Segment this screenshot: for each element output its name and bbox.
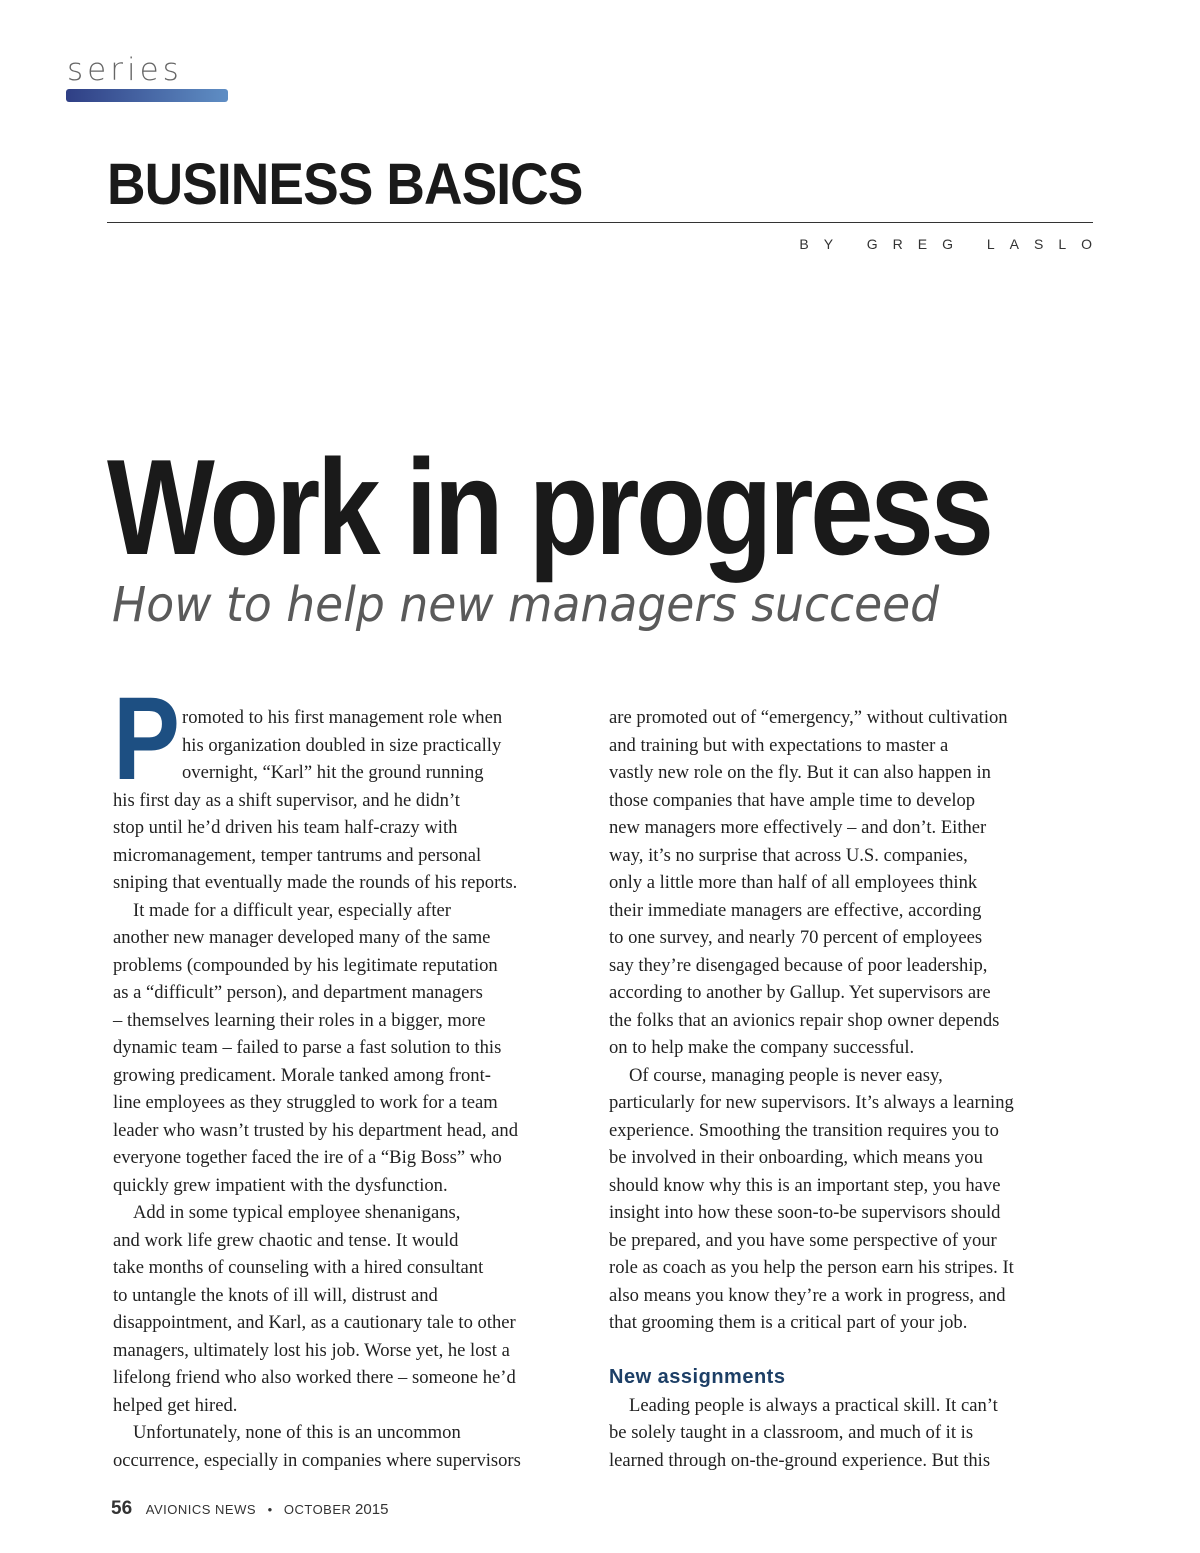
issue-year: 2015 bbox=[355, 1501, 389, 1518]
body-text-line: problems (compounded by his legitimate reputation bbox=[113, 954, 498, 976]
publication-name: AVIONICS NEWS bbox=[145, 1502, 257, 1517]
body-text-line: new managers more effectively – and don’t. Either bbox=[609, 817, 987, 838]
body-text-line: particularly for new supervisors. It’s always a learning bbox=[609, 1092, 1014, 1113]
title-rule bbox=[107, 222, 1093, 223]
body-text-line: quickly grew impatient with the dysfunction. bbox=[113, 1174, 448, 1196]
body-text-line: and work life grew chaotic and tense. It would bbox=[113, 1229, 459, 1251]
body-text-line: as a “difficult” person), and department managers bbox=[113, 982, 483, 1003]
body-text-line: romoted to his first management role when bbox=[182, 707, 503, 728]
paragraph-spacer bbox=[609, 1337, 1074, 1365]
left-column bbox=[113, 704, 583, 1474]
body-text-line: take months of counseling with a hired consultant bbox=[113, 1257, 484, 1278]
right-column bbox=[609, 704, 1074, 1474]
body-text-line: Add in some typical employee shenanigans, bbox=[133, 1202, 461, 1223]
section-title: BUSINESS BASICS bbox=[107, 152, 583, 217]
headline: Work in progress bbox=[107, 431, 991, 583]
page-number: 56 bbox=[111, 1498, 133, 1519]
drop-cap: P bbox=[113, 673, 180, 805]
body-text-line: should know why this is an important step, you have bbox=[609, 1174, 1001, 1196]
body-text-line: be solely taught in a classroom, and much of it is bbox=[609, 1422, 974, 1443]
body-text-line: way, it’s no surprise that across U.S. companies, bbox=[609, 844, 968, 866]
body-text-line: occurrence, especially in companies where supervisors bbox=[113, 1449, 521, 1471]
body-text-line: stop until he’d driven his team half-crazy with bbox=[113, 817, 458, 838]
issue-month: OCTOBER bbox=[283, 1502, 352, 1517]
body-text-line: everyone together faced the ire of a “Big Boss” who bbox=[113, 1147, 502, 1168]
body-text-line: experience. Smoothing the transition requires you to bbox=[609, 1119, 999, 1141]
deck: How to help new managers succeed bbox=[112, 577, 940, 633]
body-text-line: role as coach as you help the person earn his stripes. It bbox=[609, 1257, 1014, 1278]
body-text-line: to untangle the knots of ill will, distrust and bbox=[113, 1284, 438, 1306]
body-text-line: that grooming them is a critical part of your job. bbox=[609, 1312, 968, 1333]
body-text-line: vastly new role on the fly. But it can also happen in bbox=[609, 762, 991, 783]
body-text-line: lifelong friend who also worked there – someone he’d bbox=[113, 1367, 516, 1388]
series-accent-bar bbox=[66, 89, 228, 102]
body-text-line: learned through on-the-ground experience. But this bbox=[609, 1449, 991, 1471]
body-text-line: the folks that an avionics repair shop owner depends bbox=[609, 1009, 1000, 1031]
body-text-line: Of course, managing people is never easy, bbox=[629, 1064, 943, 1086]
series-label: series bbox=[67, 52, 183, 88]
body-text-line: to one survey, and nearly 70 percent of employees bbox=[609, 927, 983, 948]
byline: BY GREG LASLO bbox=[799, 236, 1107, 252]
body-text-line: It made for a difficult year, especially after bbox=[133, 899, 451, 921]
footer-bullet: • bbox=[267, 1502, 273, 1517]
body-text-line: are promoted out of “emergency,” without cultivation bbox=[609, 707, 1008, 728]
body-text-line: micromanagement, temper tantrums and personal bbox=[113, 844, 482, 866]
body-text-line: on to help make the company successful. bbox=[609, 1037, 915, 1058]
body-text-line: insight into how these soon-to-be supervisors should bbox=[609, 1202, 1001, 1223]
body-text-line: those companies that have ample time to develop bbox=[609, 789, 976, 811]
body-text-line: leader who wasn’t trusted by his department head, and bbox=[113, 1119, 518, 1141]
body-text-line: his first day as a shift supervisor, and he didn’t bbox=[113, 789, 460, 811]
body-text-line: line employees as they struggled to work for a team bbox=[113, 1092, 498, 1113]
body-text-line: also means you know they’re a work in progress, and bbox=[609, 1284, 1006, 1306]
body-text-line: Leading people is always a practical skill. It can’t bbox=[629, 1394, 998, 1416]
footer bbox=[111, 1497, 388, 1522]
body-text-line: be prepared, and you have some perspective of your bbox=[609, 1229, 997, 1251]
body-text-line: and training but with expectations to master a bbox=[609, 734, 949, 756]
body-text-line: another new manager developed many of the same bbox=[113, 927, 491, 948]
body-text-line: – themselves learning their roles in a bigger, more bbox=[113, 1009, 486, 1031]
body-text-line: disappointment, and Karl, as a cautionary tale to other bbox=[113, 1312, 516, 1333]
body-text-line: Unfortunately, none of this is an uncommon bbox=[133, 1422, 461, 1443]
body-text-line: his organization doubled in size practically bbox=[182, 734, 502, 756]
body-text-line: growing predicament. Morale tanked among front- bbox=[113, 1064, 491, 1086]
body-text-line: say they’re disengaged because of poor leadership, bbox=[609, 954, 988, 976]
body-text-line: sniping that eventually made the rounds of his reports. bbox=[113, 872, 518, 893]
subhead: New assignments bbox=[609, 1366, 786, 1388]
body-text-line: helped get hired. bbox=[113, 1394, 238, 1416]
body-text-line: only a little more than half of all employees think bbox=[609, 872, 978, 893]
body-text-line: overnight, “Karl” hit the ground running bbox=[182, 762, 484, 783]
body-text-line: dynamic team – failed to parse a fast solution to this bbox=[113, 1037, 502, 1058]
body-text-line: managers, ultimately lost his job. Worse yet, he lost a bbox=[113, 1339, 510, 1361]
body-text-line: be involved in their onboarding, which means you bbox=[609, 1147, 983, 1168]
body-text-line: their immediate managers are effective, according bbox=[609, 899, 982, 921]
body-text-line: according to another by Gallup. Yet supervisors are bbox=[609, 982, 991, 1003]
